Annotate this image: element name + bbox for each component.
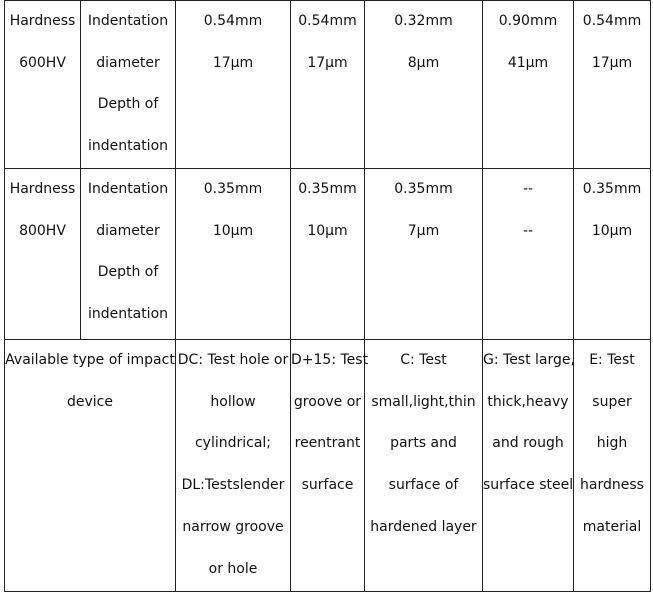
impact-line: DC: Test hole or [177,352,289,368]
impact-line: DL:Testslender [181,477,285,494]
impact-line: surface steel [483,477,574,494]
value-line: 41μm [507,54,549,71]
param-cell [81,1,176,169]
param-line: indentation [87,138,169,155]
impact-line: and rough [492,435,564,452]
impact-label-cell [5,340,176,592]
value-line: 0.35mm [394,181,453,197]
value-line: 0.54mm [582,13,642,29]
impact-label-line: Available type of impact [5,352,175,368]
value-line: 0.35mm [203,181,263,197]
row-label-line: Hardness [9,13,76,29]
value-line: 17μm [212,54,254,71]
param-line: Depth of [97,96,159,113]
row-label-cell [5,1,81,169]
row-label-line: Hardness [9,181,76,197]
value-line: 10μm [307,222,348,239]
impact-line: D+15: Test [291,352,369,368]
table-row [5,169,651,340]
param-line: Indentation [87,181,169,197]
table-row [5,1,651,169]
value-line: 8μm [407,54,440,71]
value-cell [365,1,483,169]
impact-line: E: Test [589,352,635,368]
value-cell [176,169,291,340]
value-line: 0.54mm [203,13,263,29]
row-label-line: 600HV [19,54,66,71]
value-line: 0.35mm [298,181,357,197]
value-cell [574,169,651,340]
param-line: diameter [96,222,160,239]
impact-label-line: device [67,393,113,410]
param-line: Indentation [87,13,169,29]
impact-device-cell [176,340,291,592]
value-line: 10μm [212,222,254,239]
impact-line: G: Test large, [483,352,575,368]
value-cell [291,1,365,169]
impact-line: hardness [580,477,644,494]
impact-line: groove or [293,393,362,410]
impact-line: high [596,435,628,452]
value-cell [365,169,483,340]
value-line: 0.90mm [498,13,558,29]
impact-line: surface [301,477,354,494]
impact-device-cell [291,340,369,592]
table-row [5,340,651,592]
impact-line: small,light,thin [371,393,476,410]
value-line: 17μm [591,54,633,71]
impact-line: C: Test [400,352,447,368]
param-line: diameter [96,54,160,71]
value-line: 10μm [591,222,633,239]
value-line: 17μm [307,54,348,71]
impact-device-cell [483,340,574,592]
value-line: 7μm [407,222,440,239]
impact-line: parts and [390,435,457,452]
value-line: -- [522,181,534,197]
row-label-line: 800HV [19,222,66,239]
value-cell [291,169,365,340]
impact-line: super [592,393,632,410]
value-cell [574,1,651,169]
impact-line: hardened layer [370,518,477,535]
hardness-spec-table [4,0,651,592]
value-line: 0.32mm [394,13,453,29]
impact-line: or hole [208,560,258,577]
impact-line: material [582,518,642,535]
param-cell [81,169,176,340]
impact-line: hollow [210,393,256,410]
value-cell [176,1,291,169]
value-line: -- [522,222,534,239]
impact-device-cell [365,340,483,592]
value-line: 0.35mm [582,181,642,197]
impact-line: reentrant [294,435,361,452]
value-cell [483,1,574,169]
row-label-cell [5,169,81,340]
param-line: indentation [87,306,169,323]
impact-line: narrow groove [182,518,284,535]
impact-device-cell [574,340,651,592]
impact-line: cylindrical; [194,435,272,452]
value-line: 0.54mm [298,13,357,29]
value-cell [483,169,574,340]
impact-line: surface of [388,477,459,494]
impact-line: thick,heavy [487,393,569,410]
param-line: Depth of [97,264,159,281]
